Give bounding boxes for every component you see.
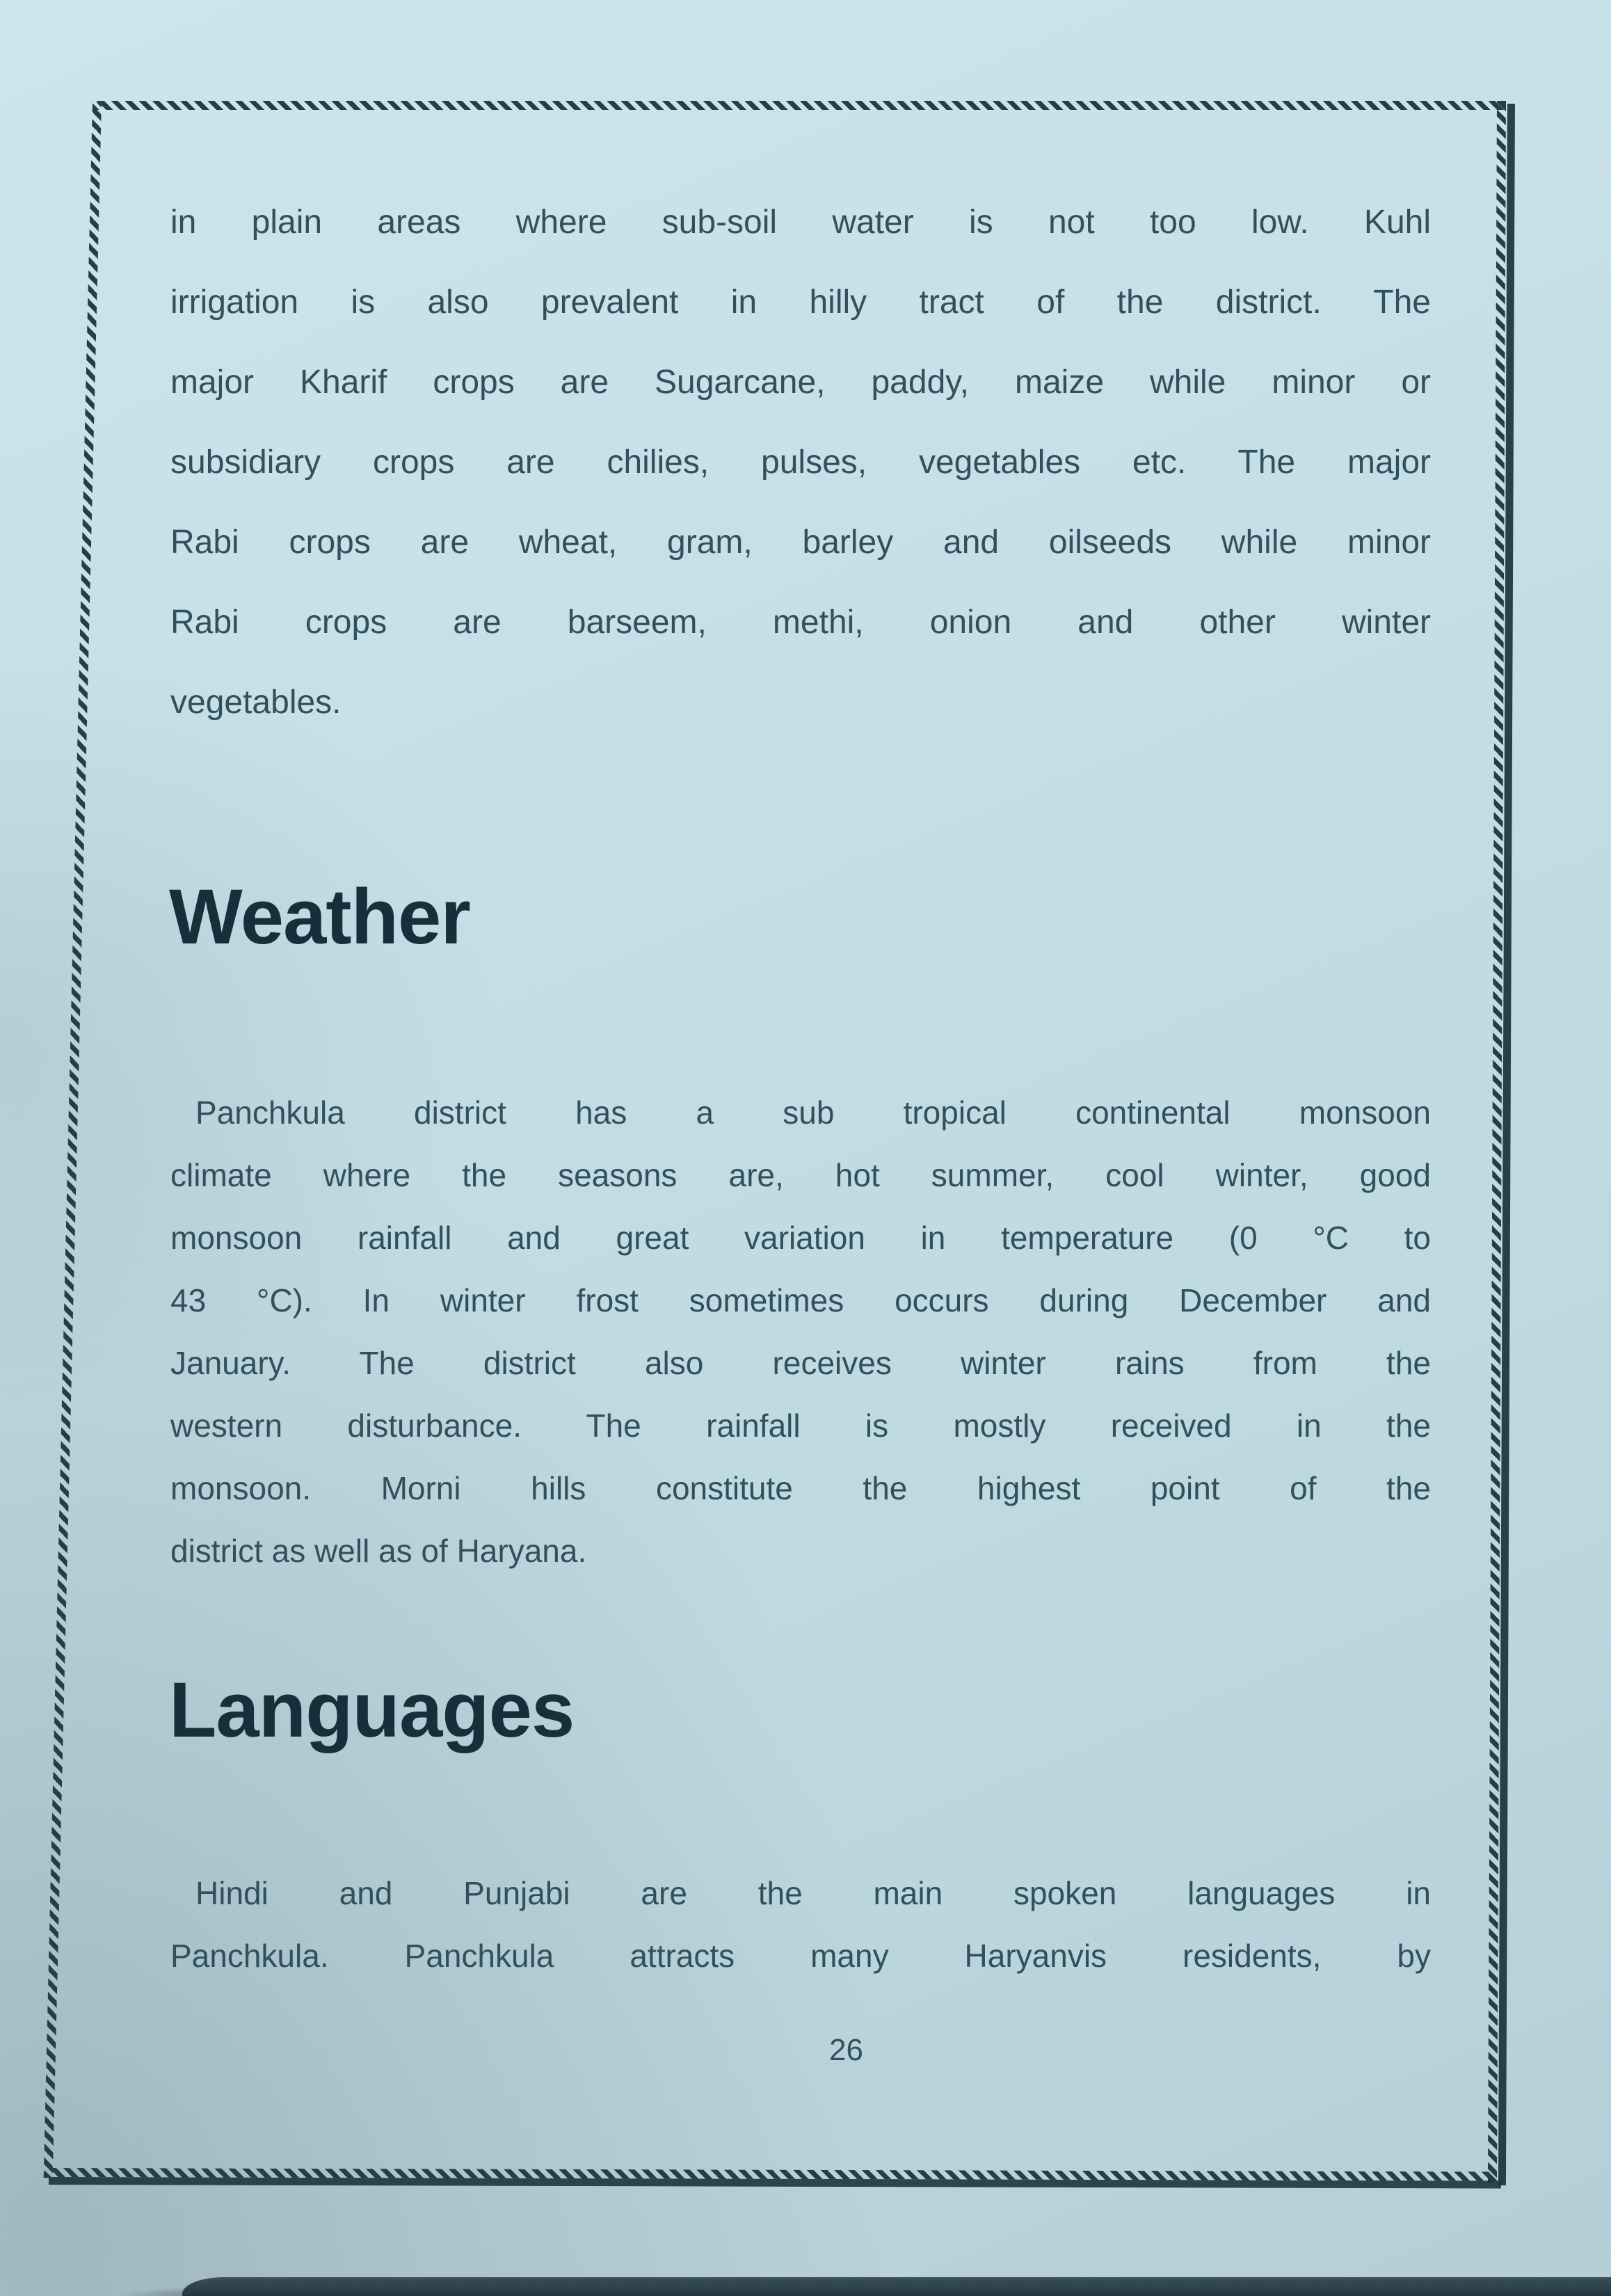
text-line: 43 °C). In winter frost sometimes occurs during December and	[170, 1282, 1431, 1318]
text-line: Panchkula. Panchkula attracts many Haryanvis residents, by	[170, 1938, 1431, 1974]
decorative-border-left	[44, 102, 102, 2178]
text-line: western disturbance. The rainfall is mostly received in the	[170, 1408, 1431, 1444]
text-line: in plain areas where sub-soil water is not too low. Kuhl	[170, 204, 1431, 241]
decorative-border-bottom	[45, 2168, 1497, 2181]
text-line: subsidiary crops are chilies, pulses, vegetables etc. The major	[170, 444, 1431, 481]
text-line: Hindi and Punjabi are the main spoken languages in	[195, 1875, 1431, 1911]
paragraph-weather	[170, 1081, 1431, 1582]
decorative-border-top	[93, 101, 1506, 110]
text-line: Panchkula district has a sub tropical continental monsoon	[195, 1094, 1431, 1131]
photo-dark-edge	[182, 2277, 1611, 2296]
section-heading-weather: Weather	[169, 873, 470, 960]
text-line: major Kharif crops are Sugarcane, paddy, maize while minor or	[170, 364, 1431, 401]
paragraph-crops-irrigation	[170, 182, 1431, 742]
page-number: 26	[829, 2033, 863, 2067]
text-line: January. The district also receives winter rains from the	[170, 1345, 1431, 1381]
text-line: irrigation is also prevalent in hilly tract of the district. The	[170, 284, 1431, 321]
text-line: monsoon. Morni hills constitute the highest point of the	[170, 1470, 1431, 1506]
text-line: monsoon rainfall and great variation in temperature (0 °C to	[170, 1220, 1431, 1256]
section-heading-languages: Languages	[169, 1666, 575, 1753]
text-line: climate where the seasons are, hot summer, cool winter, good	[170, 1157, 1431, 1193]
text-line: Rabi crops are barseem, methi, onion and other winter	[170, 604, 1431, 641]
text-line: vegetables.	[170, 684, 342, 721]
paragraph-languages	[170, 1862, 1431, 1987]
text-line: district as well as of Haryana.	[170, 1533, 587, 1569]
decorative-border-right	[1488, 101, 1506, 2183]
text-line: Rabi crops are wheat, gram, barley and oilseeds while minor	[170, 524, 1431, 561]
